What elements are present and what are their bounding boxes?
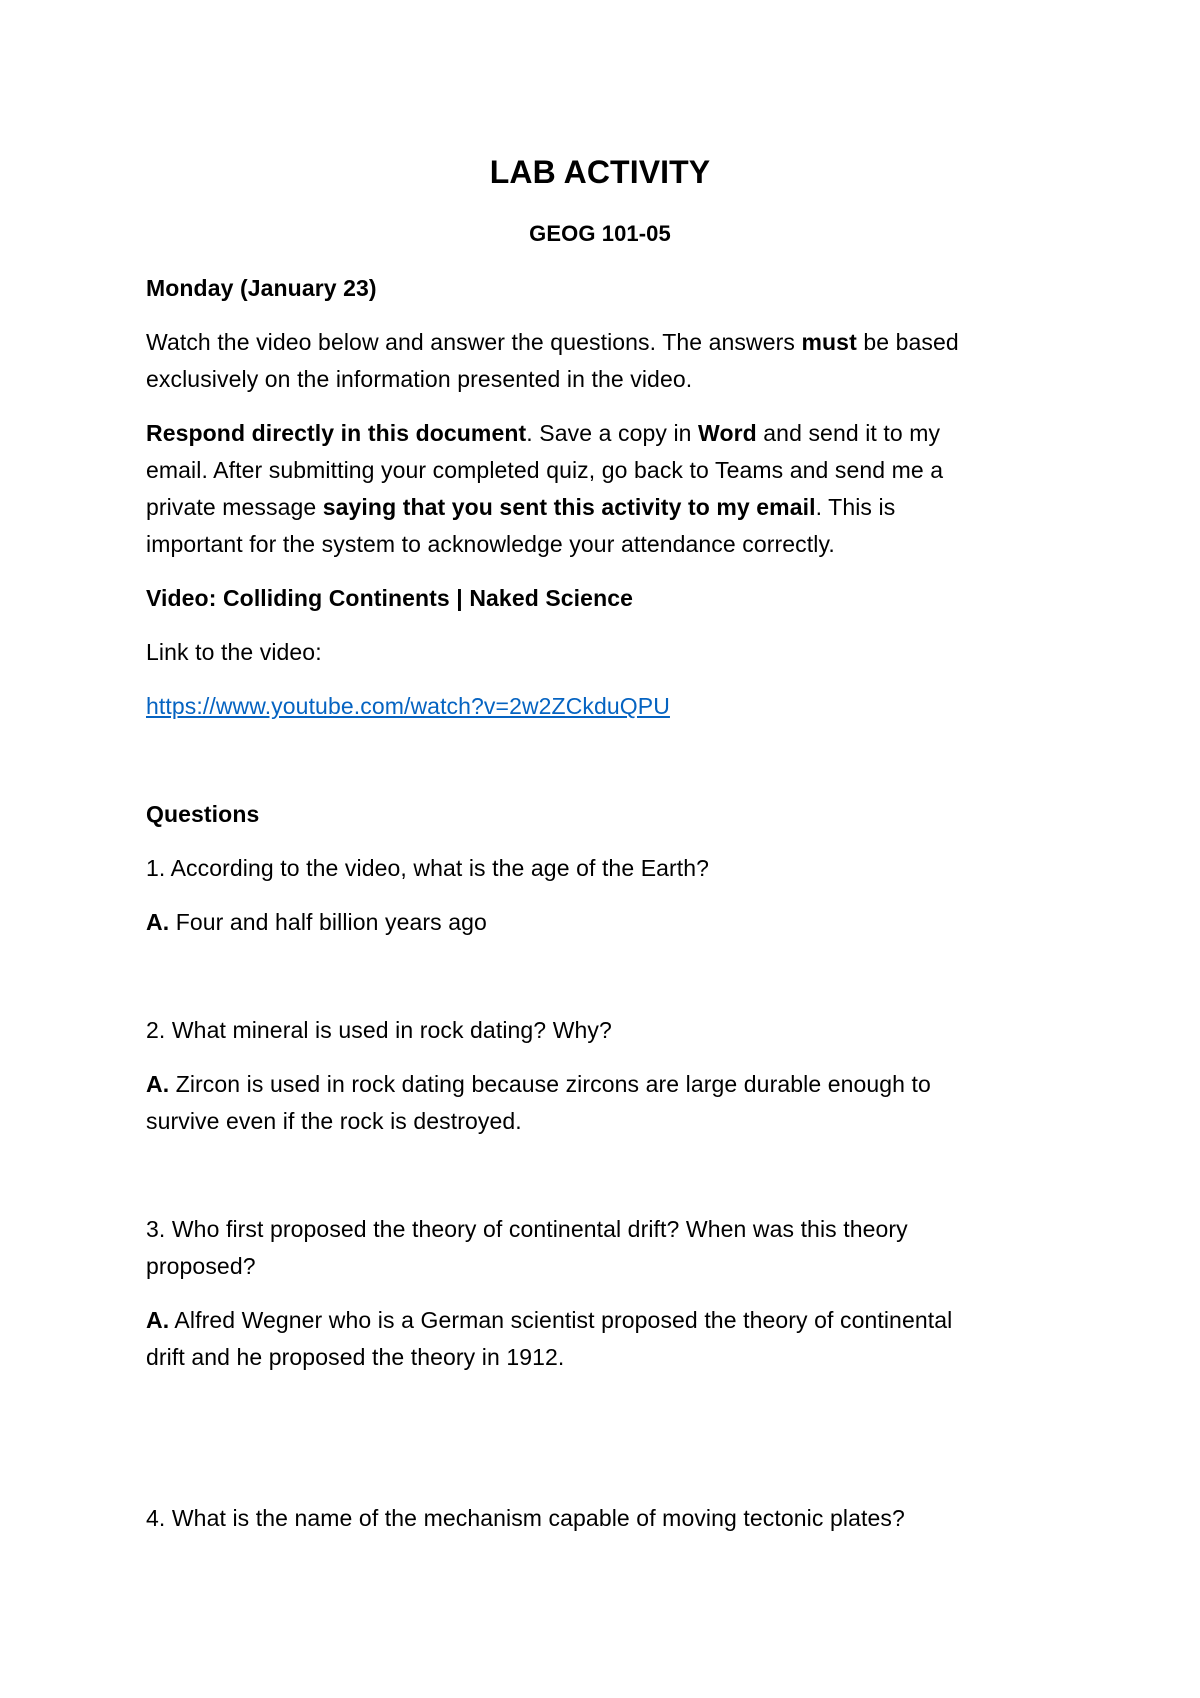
instructions-line-2: email. After submitting your completed quiz, go back to Teams and send me a (146, 457, 944, 483)
answer-text: Zircon is used in rock dating because zircons are large durable enough to (169, 1071, 931, 1097)
instruction-emphasis: Word (698, 420, 757, 446)
question-1: 1. According to the video, what is the age of the Earth? (146, 855, 710, 881)
answer-3-line-2: drift and he proposed the theory in 1912. (146, 1344, 565, 1370)
link-label: Link to the video: (146, 639, 322, 665)
answer-2-line-2: survive even if the rock is destroyed. (146, 1108, 522, 1134)
intro-emphasis: must (801, 329, 857, 355)
instruction-emphasis: saying that you sent this activity to my email (322, 494, 816, 520)
instruction-emphasis: Respond directly in this document (146, 420, 527, 446)
answer-prefix: A. (146, 909, 170, 935)
instruction-text: . Save a copy in (526, 420, 699, 446)
question-3-line-2: proposed? (146, 1253, 256, 1279)
instructions-line-4: important for the system to acknowledge your attendance correctly. (146, 531, 835, 557)
instruction-text: private message (146, 494, 323, 520)
intro-text: be based (856, 329, 959, 355)
video-title: Video: Colliding Continents | Naked Science (146, 585, 633, 611)
instructions-line-3 (146, 489, 895, 525)
video-link[interactable]: https://www.youtube.com/watch?v=2w2ZCkduQPU (146, 693, 670, 719)
question-4: 4. What is the name of the mechanism capable of moving tectonic plates? (146, 1505, 905, 1531)
questions-heading: Questions (146, 801, 260, 827)
intro-line-1 (146, 324, 959, 360)
instructions-line-1 (146, 415, 940, 451)
date-heading: Monday (January 23) (146, 275, 377, 301)
answer-1 (146, 904, 487, 940)
answer-text: Alfred Wegner who is a German scientist proposed the theory of continental (169, 1307, 953, 1333)
instruction-text: and send it to my (756, 420, 941, 446)
answer-3 (146, 1302, 952, 1338)
question-3: 3. Who first proposed the theory of continental drift? When was this theory (146, 1216, 908, 1242)
video-link-line (146, 688, 670, 724)
answer-text: Four and half billion years ago (169, 909, 487, 935)
question-2: 2. What mineral is used in rock dating? Why? (146, 1017, 612, 1043)
answer-prefix: A. (146, 1071, 170, 1097)
course-code: GEOG 101-05 (529, 221, 671, 246)
answer-2 (146, 1066, 931, 1102)
intro-line-2: exclusively on the information presented in the video. (146, 366, 693, 392)
instruction-text: . This is (815, 494, 896, 520)
intro-text: Watch the video below and answer the questions. The answers (146, 329, 802, 355)
answer-prefix: A. (146, 1307, 170, 1333)
document-title: LAB ACTIVITY (489, 154, 711, 190)
